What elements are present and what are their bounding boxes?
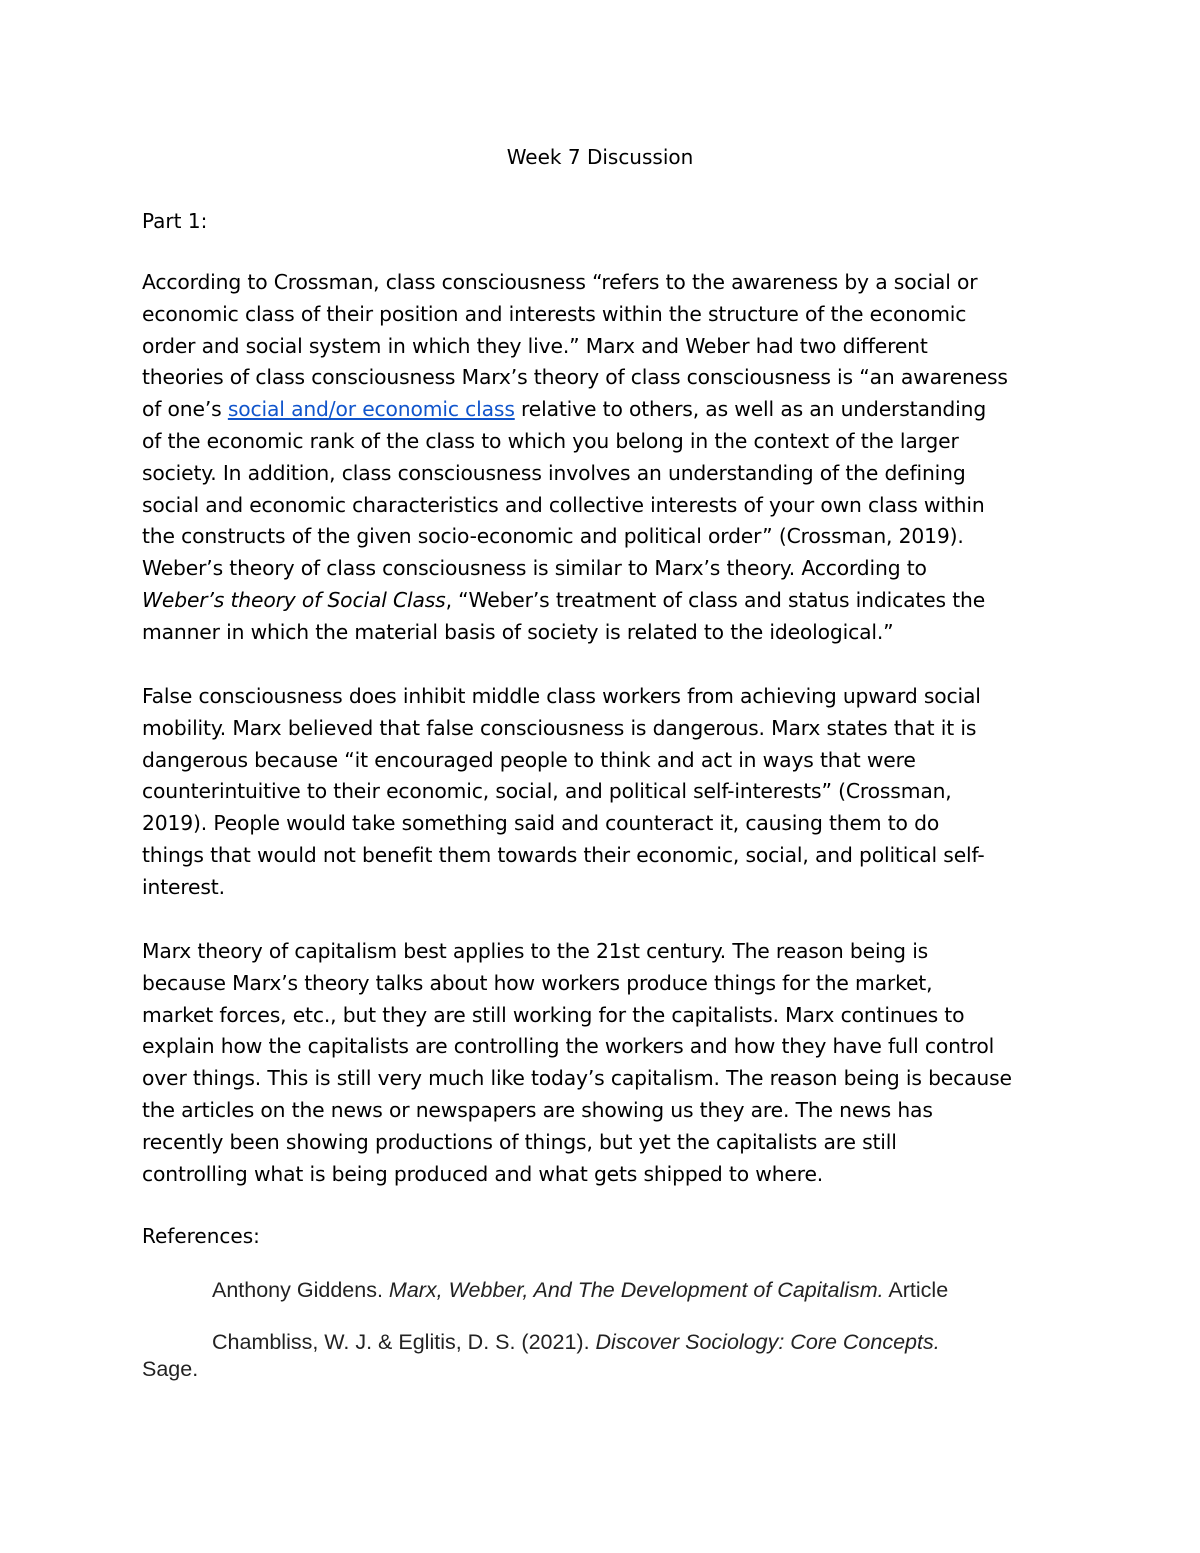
text-line: controlling what is being produced and what gets shipped to where. <box>142 1161 824 1186</box>
text-line: because Marx’s theory talks about how workers produce things for the market, <box>142 970 933 995</box>
text-line <box>142 394 1072 426</box>
reference-chambliss <box>212 1328 940 1356</box>
part-label: Part 1: <box>142 209 208 233</box>
text-line: 2019). People would take something said and counteract it, causing them to do <box>142 811 940 836</box>
paragraph-capitalism <box>142 936 1072 1190</box>
reference-author: Chambliss, W. J. & Eglitis, D. S. (2021). <box>212 1330 596 1354</box>
text-line: of the economic rank of the class to which you belong in the context of the larger <box>142 428 959 453</box>
italic-title: Weber’s theory of Social Class <box>142 587 446 612</box>
text-line: Weber’s theory of class consciousness is similar to Marx’s theory. According to <box>142 556 927 581</box>
reference-giddens <box>212 1276 948 1304</box>
text-line: social and economic characteristics and collective interests of your own class within <box>142 492 985 517</box>
text-line: over things. This is still very much like today’s capitalism. The reason being is because <box>142 1066 1012 1091</box>
text-fragment: of one’s <box>142 397 228 422</box>
text-line: According to Crossman, class consciousness “refers to the awareness by a social or <box>142 270 978 294</box>
text-line: counterintuitive to their economic, social, and political self-interests” (Crossman, <box>142 779 952 804</box>
text-line: interest. <box>142 874 225 899</box>
text-line: society. In addition, class consciousness involves an understanding of the defining <box>142 460 966 485</box>
text-line: dangerous because “it encouraged people to think and act in ways that were <box>142 747 916 772</box>
text-line: False consciousness does inhibit middle class workers from achieving upward social <box>142 684 981 708</box>
text-line: order and social system in which they live.” Marx and Weber had two different <box>142 333 928 358</box>
text-line: mobility. Marx believed that false consciousness is dangerous. Marx states that it is <box>142 715 977 740</box>
reference-publisher: Sage. <box>142 1357 199 1381</box>
text-line: the articles on the news or newspapers are showing us they are. The news has <box>142 1097 933 1122</box>
text-line: the constructs of the given socio-economic and political order” (Crossman, 2019). <box>142 524 964 549</box>
text-fragment: , “Weber’s treatment of class and status indicates the <box>445 587 986 612</box>
text-line: recently been showing productions of things, but yet the capitalists are still <box>142 1129 897 1154</box>
text-line: manner in which the material basis of society is related to the ideological.” <box>142 619 894 644</box>
references-heading: References: <box>142 1224 260 1248</box>
text-line: market forces, etc., but they are still working for the capitalists. Marx continues to <box>142 1002 965 1027</box>
text-line: explain how the capitalists are controlling the workers and how they have full control <box>142 1034 995 1059</box>
text-line: Marx theory of capitalism best applies to the 21st century. The reason being is <box>142 939 929 963</box>
social-economic-class-link[interactable]: social and/or economic class <box>227 397 515 422</box>
reference-author: Anthony Giddens. <box>212 1278 389 1302</box>
text-line: theories of class consciousness Marx’s theory of class consciousness is “an awareness <box>142 365 1008 390</box>
text-line <box>142 585 1072 617</box>
paragraph-false-consciousness <box>142 681 1072 904</box>
reference-title: Discover Sociology: Core Concepts. <box>595 1330 940 1354</box>
paragraph-class-consciousness <box>142 267 1072 649</box>
reference-suffix: Article <box>883 1278 949 1302</box>
text-line: economic class of their position and interests within the structure of the economic <box>142 301 967 326</box>
text-line: things that would not benefit them towards their economic, social, and political self- <box>142 842 985 867</box>
reference-title: Marx, Webber, And The Development of Capitalism. <box>388 1278 884 1302</box>
document-title: Week 7 Discussion <box>506 145 694 169</box>
text-fragment: relative to others, as well as an understanding <box>514 397 987 422</box>
